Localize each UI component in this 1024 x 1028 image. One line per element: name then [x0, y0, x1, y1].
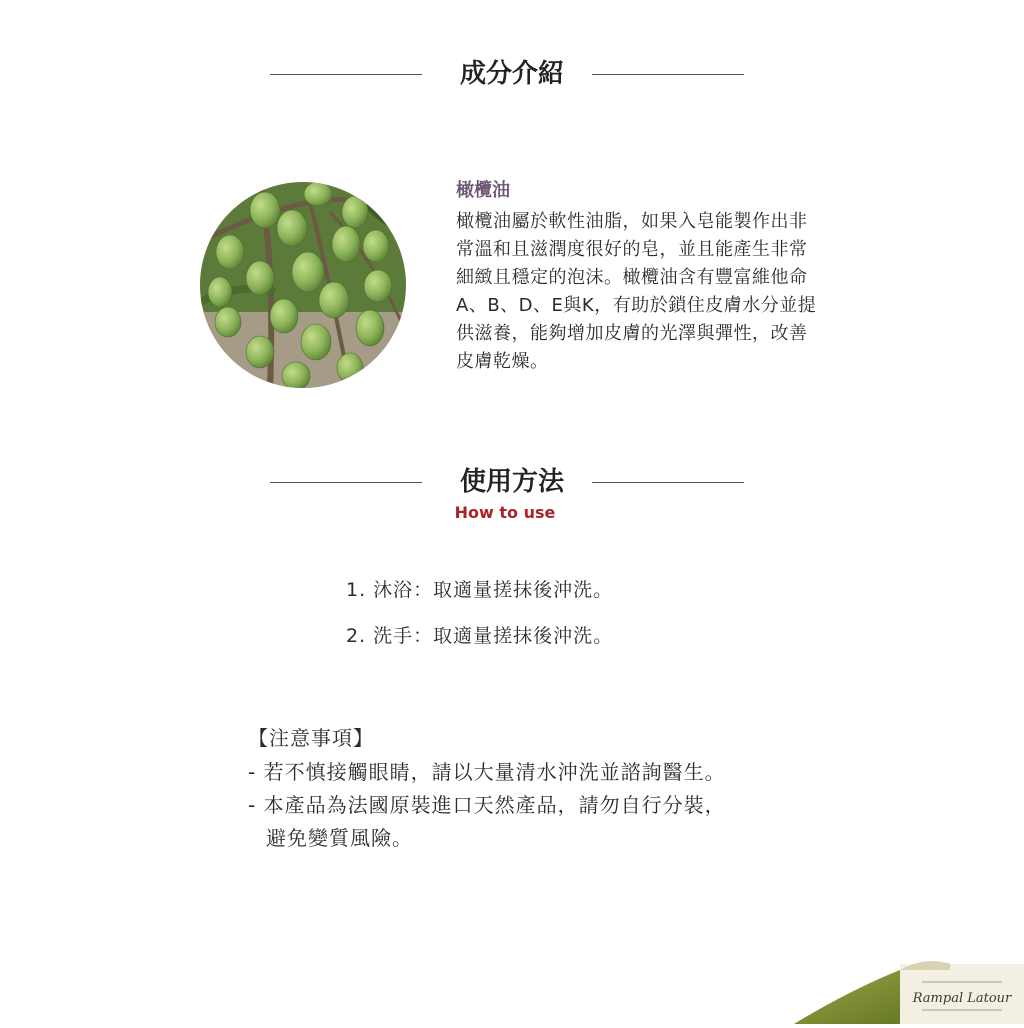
- divider-right: [592, 74, 744, 75]
- usage-step: 1. 沐浴：取適量搓抹後沖洗。: [346, 579, 614, 601]
- usage-title: 使用方法: [459, 467, 564, 497]
- usage-heading: [0, 462, 1024, 502]
- precaution-item: 避免變質風險。: [266, 826, 413, 850]
- ingredient-name: 橄欖油: [456, 180, 510, 201]
- ingredients-title: 成分介紹: [459, 59, 564, 89]
- precaution-item: - 本產品為法國原裝進口天然產品，請勿自行分裝，: [248, 793, 726, 817]
- precaution-item: - 若不慎接觸眼睛，請以大量清水沖洗並諮詢醫生。: [248, 760, 726, 784]
- precautions-heading: 【注意事項】: [248, 726, 374, 750]
- brand-logo-text: Rampal Latour: [912, 991, 1012, 1006]
- usage-subtitle: How to use: [454, 503, 556, 522]
- ingredient-description: 橄欖油屬於軟性油脂，如果入皂能製作出非常溫和且滋潤度很好的皂，並且能產生非常細緻且穩定的泡沫。橄欖油含有豐富維他命A、B、D、E與K，有助於鎖住皮膚水分並提供滋養，能夠增加皮膚的光澤與彈性，改善皮膚乾燥。: [456, 211, 817, 372]
- usage-step: 2. 洗手：取適量搓抹後沖洗。: [346, 625, 614, 647]
- ingredients-heading: [0, 54, 1024, 94]
- usage-steps: [346, 574, 613, 666]
- divider-right: [592, 482, 744, 483]
- olive-branch-photo: [200, 182, 406, 388]
- brand-logo: [790, 950, 1024, 1024]
- precautions: [248, 722, 726, 855]
